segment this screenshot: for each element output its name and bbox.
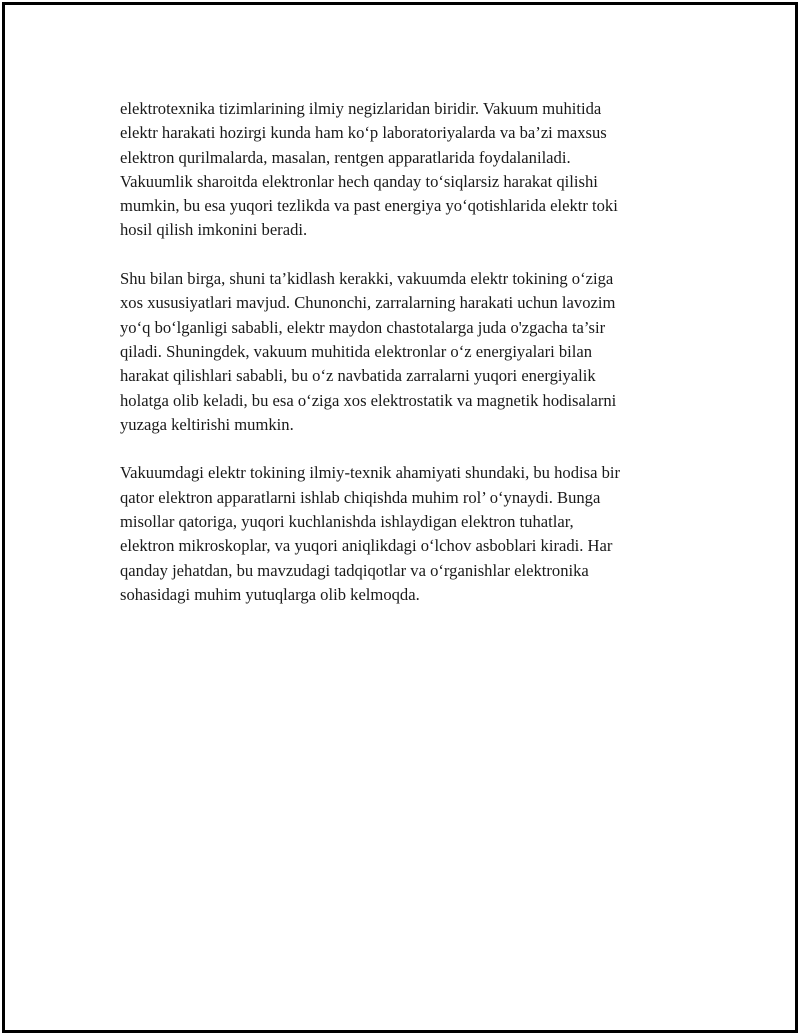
document-body (120, 97, 710, 632)
paragraph-1: elektrotexnika tizimlarining ilmiy negizlaridan biridir. Vakuum muhitida elektr harakati hozirgi kunda ham ko‘p laboratoriyalarda va ba’zi maxsus elektron qurilmalarda, masalan, rentgen apparatlarida foydalaniladi. Vakuumlik sharoitda elektronlar hech qanday to‘siqlarsiz harakat qilishi mumkin, bu esa yuqori tezlikda va past energiya yo‘qotishlarida elektr toki hosil qilish imkonini beradi. (120, 99, 618, 240)
paragraph-2: Shu bilan birga, shuni ta’kidlash kerakki, vakuumda elektr tokining o‘ziga xos xususiyatlari mavjud. Chunonchi, zarralarning harakati uchun lavozim yo‘q bo‘lganligi sababli, elektr maydon chastotalarga juda o'zgacha ta’sir qiladi. Shuningdek, vakuum muhitida elektronlar o‘z energiyalari bilan harakat qilishlari sababli, bu o‘z navbatida zarralarni yuqori energiyalik holatga olib keladi, bu esa o‘ziga xos elektrostatik va magnetik hodisalarni yuzaga keltirishi mumkin. (120, 269, 617, 434)
paragraph-3: Vakuumdagi elektr tokining ilmiy-texnik ahamiyati shundaki, bu hodisa bir qator elektron apparatlarni ishlab chiqishda muhim rol’ o‘ynaydi. Bunga misollar qatoriga, yuqori kuchlanishda ishlaydigan elektron tuhatlar, elektron mikroskoplar, va yuqori aniqlikdagi o‘lchov asboblari kiradi. Har qanday jehatdan, bu mavzudagi tadqiqotlar va o‘rganishlar elektronika sohasidagi muhim yutuqlarga olib kelmoqda. (120, 463, 621, 604)
document-page (2, 2, 798, 1033)
